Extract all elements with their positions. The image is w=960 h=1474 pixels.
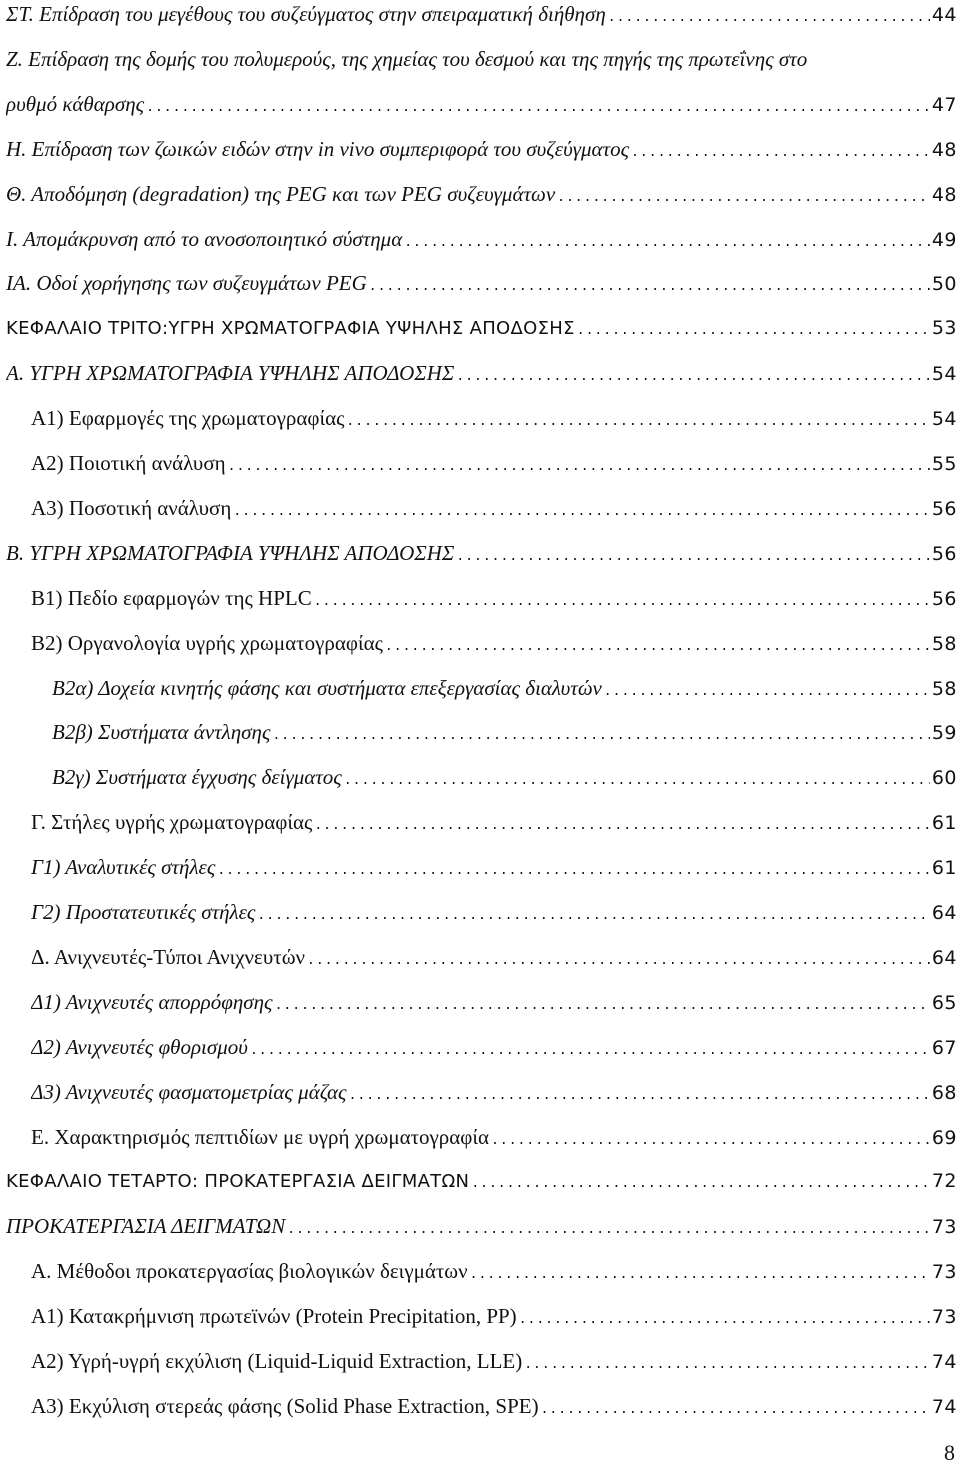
toc-dot-leader bbox=[385, 633, 930, 657]
toc-entry[interactable] bbox=[0, 1167, 960, 1207]
toc-dot-leader bbox=[228, 453, 930, 477]
toc-dot-leader bbox=[471, 1170, 930, 1195]
toc-page-number: 74 bbox=[931, 1395, 957, 1418]
toc-entry-title: Η. Επίδραση των ζωικών ειδών στην in vivo συμπεριφορά του συζεύγματος bbox=[6, 136, 630, 161]
toc-entry[interactable] bbox=[0, 853, 960, 893]
toc-page-number: 73 bbox=[931, 1216, 957, 1239]
toc-entry[interactable] bbox=[0, 135, 960, 175]
toc-entry-row bbox=[31, 404, 957, 432]
toc-entry-title: ΠΡΟΚΑΤΕΡΓΑΣΙΑ ΔΕΙΓΜΑΤΩΝ bbox=[6, 1214, 286, 1239]
toc-entry-row bbox=[6, 45, 936, 73]
toc-entry-title: ΣΤ. Επίδραση του μεγέθους του συζεύγματος στην σπειραματική διήθηση bbox=[6, 2, 606, 26]
toc-dot-leader bbox=[404, 229, 930, 253]
toc-entry-title: Α2) Ποιοτική ανάλυση bbox=[31, 451, 226, 475]
toc-page-number: 47 bbox=[931, 93, 957, 116]
toc-entry-title: Β. ΥΓΡΗ ΧΡΩΜΑΤΟΓΡΑΦΙΑ ΥΨΗΛΗΣ ΑΠΟΔΟΣΗΣ bbox=[6, 540, 455, 565]
toc-entry-row bbox=[31, 1392, 957, 1420]
toc-entry[interactable] bbox=[0, 629, 960, 669]
toc-page-number: 58 bbox=[931, 677, 957, 700]
toc-entry-title: ΚΕΦΑΛΑΙΟ ΤΡΙΤΟ:ΥΓΡΗ ΧΡΩΜΑΤΟΓΡΑΦΙΑ ΥΨΗΛΗΣ ΑΠΟΔΟΣΗΣ bbox=[6, 318, 575, 340]
toc-dot-leader bbox=[557, 184, 930, 208]
toc-entry-title: Ζ. Επίδραση της δομής του πολυμερούς, της χημείας του δεσμού και της πηγής της πρωτεΐνης στο bbox=[6, 46, 808, 71]
toc-entry[interactable] bbox=[0, 584, 960, 624]
toc-entry[interactable] bbox=[0, 269, 960, 309]
toc-entry-row bbox=[31, 1302, 957, 1330]
toc-entry-row bbox=[31, 808, 957, 836]
toc-entry[interactable] bbox=[0, 404, 960, 444]
toc-page-number: 56 bbox=[931, 497, 957, 520]
toc-page-number: 67 bbox=[931, 1036, 957, 1059]
toc-entry-row bbox=[31, 584, 957, 612]
toc-entry-row bbox=[6, 359, 957, 387]
toc-entry[interactable] bbox=[0, 1392, 960, 1432]
toc-entry[interactable] bbox=[0, 1347, 960, 1387]
toc-page-number: 55 bbox=[931, 453, 957, 475]
toc-entry-row bbox=[52, 674, 957, 702]
toc-page-number: 64 bbox=[931, 902, 957, 924]
toc-entry[interactable] bbox=[0, 225, 960, 265]
toc-entry-title: Γ2) Προστατευτικές στήλες bbox=[31, 900, 256, 924]
toc-entry-row bbox=[6, 225, 957, 253]
toc-dot-leader bbox=[456, 543, 929, 567]
toc-entry-title: ΚΕΦΑΛΑΙΟ ΤΕΤΑΡΤΟ: ΠΡΟΚΑΤΕΡΓΑΣΙΑ ΔΕΙΓΜΑΤΩΝ bbox=[6, 1171, 470, 1193]
toc-page-number: 56 bbox=[931, 542, 957, 565]
toc-entry-row bbox=[31, 1078, 957, 1106]
toc-page-number: 59 bbox=[931, 722, 957, 745]
toc-page-number: 68 bbox=[931, 1081, 957, 1104]
toc-entry-title: Β2β) Συστήματα άντλησης bbox=[52, 720, 271, 745]
toc-entry-row bbox=[6, 135, 957, 163]
toc-entry-title: Β2α) Δοχεία κινητής φάσης και συστήματα επεξεργασίας διαλυτών bbox=[52, 675, 602, 700]
toc-page-number: 54 bbox=[931, 408, 957, 431]
toc-entry[interactable] bbox=[0, 359, 960, 399]
toc-dot-leader bbox=[146, 94, 930, 118]
toc-entry-title: Α. Μέθοδοι προκατεργασίας βιολογικών δειγμάτων bbox=[31, 1259, 468, 1284]
toc-entry[interactable] bbox=[0, 718, 960, 758]
toc-entry[interactable] bbox=[0, 494, 960, 534]
toc-entry-row bbox=[31, 898, 957, 926]
toc-entry-row bbox=[6, 90, 957, 118]
page-number: 8 bbox=[944, 1440, 955, 1465]
toc-dot-leader bbox=[307, 947, 930, 971]
toc-dot-leader bbox=[346, 408, 929, 432]
toc-page-number: 56 bbox=[931, 587, 957, 610]
toc-entry[interactable] bbox=[0, 943, 960, 983]
toc-page-number: 69 bbox=[931, 1126, 957, 1149]
toc-entry-row bbox=[6, 180, 957, 208]
toc-dot-leader bbox=[631, 139, 930, 163]
toc-page-number: 48 bbox=[931, 183, 957, 206]
toc-entry[interactable] bbox=[0, 1257, 960, 1297]
toc-entry[interactable] bbox=[0, 45, 960, 85]
toc-entry-row bbox=[31, 629, 957, 657]
toc-entry-title: Α1) Εφαρμογές της χρωματογραφίας bbox=[31, 406, 345, 431]
toc-entry-row bbox=[31, 1033, 957, 1061]
toc-entry[interactable] bbox=[0, 314, 960, 354]
toc-dot-leader bbox=[257, 902, 929, 926]
toc-entry-title: Δ1) Ανιχνευτές απορρόφησης bbox=[31, 989, 273, 1014]
toc-entry[interactable] bbox=[0, 1078, 960, 1118]
toc-entry-row bbox=[31, 1123, 957, 1151]
toc-dot-leader bbox=[577, 317, 930, 342]
toc-dot-leader bbox=[287, 1216, 930, 1240]
toc-entry-row bbox=[31, 494, 957, 522]
toc-entry-row bbox=[6, 269, 957, 297]
toc-entry-row bbox=[6, 539, 957, 567]
toc-dot-leader bbox=[604, 678, 930, 702]
toc-dot-leader bbox=[541, 1396, 930, 1420]
toc-dot-leader bbox=[272, 722, 929, 746]
toc-entry-title: Β1) Πεδίο εφαρμογών της HPLC bbox=[31, 585, 312, 610]
toc-entry[interactable] bbox=[0, 1212, 960, 1252]
toc-page-number: 54 bbox=[931, 363, 957, 386]
toc-dot-leader bbox=[314, 588, 930, 612]
toc-entry-title: Δ2) Ανιχνευτές φθορισμού bbox=[31, 1034, 248, 1059]
toc-entry-title: Β2γ) Συστήματα έγχυσης δείγματος bbox=[52, 765, 342, 790]
toc-dot-leader bbox=[275, 992, 930, 1016]
toc-entry[interactable] bbox=[0, 763, 960, 803]
toc-page-number: 72 bbox=[931, 1170, 957, 1193]
toc-page-number: 44 bbox=[931, 4, 957, 26]
toc-page-number: 73 bbox=[931, 1261, 957, 1284]
toc-entry-row bbox=[6, 314, 957, 342]
toc-page-number: 53 bbox=[931, 317, 957, 340]
toc-dot-leader bbox=[314, 812, 929, 836]
toc-page-number: 58 bbox=[931, 632, 957, 655]
toc-entry[interactable] bbox=[0, 449, 960, 489]
toc-dot-leader bbox=[456, 363, 929, 387]
toc-entry-row bbox=[31, 1257, 957, 1285]
toc-entry-title: Δ3) Ανιχνευτές φασματομετρίας μάζας bbox=[31, 1079, 347, 1104]
toc-dot-leader bbox=[524, 1351, 930, 1375]
toc-page-number: 50 bbox=[931, 273, 957, 296]
toc-dot-leader bbox=[519, 1306, 930, 1330]
toc-entry-title: ΙΑ. Οδοί χορήγησης των συζευγμάτων PEG bbox=[6, 271, 367, 296]
toc-dot-leader bbox=[217, 857, 929, 881]
toc-entry-row bbox=[31, 1347, 957, 1375]
toc-entry-row bbox=[52, 718, 957, 746]
toc-entry-title: Α3) Ποσοτική ανάλυση bbox=[31, 495, 232, 520]
toc-entry-title: Θ. Αποδόμηση (degradation) της PEG και των PEG συζευγμάτων bbox=[6, 181, 556, 206]
toc-page-number: 61 bbox=[931, 857, 957, 880]
toc-entry-title: Γ1) Αναλυτικές στήλες bbox=[31, 855, 216, 880]
toc-dot-leader bbox=[344, 767, 930, 791]
toc-page-number: 48 bbox=[931, 138, 957, 161]
toc-entry-row bbox=[52, 763, 957, 791]
toc-entry-title: Ε. Χαρακτηρισμός πεπτιδίων με υγρή χρωματογραφία bbox=[31, 1124, 490, 1149]
toc-page-number: 60 bbox=[931, 767, 957, 790]
toc-entry[interactable] bbox=[0, 1123, 960, 1163]
toc-page-number: 49 bbox=[931, 228, 957, 251]
toc-entry[interactable] bbox=[0, 539, 960, 579]
toc-entry-title: Γ. Στήλες υγρής χρωματογραφίας bbox=[31, 810, 313, 835]
toc-entry-title: Α3) Εκχύλιση στερεάς φάσης (Solid Phase Extraction, SPE) bbox=[31, 1393, 539, 1418]
toc-entry-row bbox=[31, 853, 957, 881]
toc-page-number: 65 bbox=[931, 991, 957, 1014]
toc-entry-title: Β2) Οργανολογία υγρής χρωματογραφίας bbox=[31, 630, 383, 655]
toc-entry[interactable] bbox=[0, 898, 960, 938]
toc-entry[interactable] bbox=[0, 1302, 960, 1342]
toc-entry[interactable] bbox=[0, 674, 960, 714]
toc-dot-leader bbox=[233, 498, 930, 522]
toc-entry-row bbox=[6, 0, 957, 28]
toc-dot-leader bbox=[250, 1037, 930, 1061]
toc-entry[interactable] bbox=[0, 180, 960, 220]
toc-entry-title: Α. ΥΓΡΗ ΧΡΩΜΑΤΟΓΡΑΦΙΑ ΥΨΗΛΗΣ ΑΠΟΔΟΣΗΣ bbox=[6, 361, 455, 386]
toc-entry[interactable] bbox=[0, 988, 960, 1028]
toc-dot-leader bbox=[608, 4, 930, 28]
toc-entry-title: Ι. Απομάκρυνση από το ανοσοποιητικό σύστημα bbox=[6, 226, 403, 251]
toc-dot-leader bbox=[349, 1082, 930, 1106]
toc-entry[interactable] bbox=[0, 808, 960, 848]
toc-entry[interactable] bbox=[0, 1033, 960, 1073]
toc-dot-leader bbox=[491, 1127, 930, 1151]
toc-entry-title: Δ. Ανιχνευτές-Τύποι Ανιχνευτών bbox=[31, 944, 306, 969]
toc-entry[interactable] bbox=[0, 90, 960, 130]
toc-entry-title: ρυθμό κάθαρσης bbox=[6, 91, 145, 116]
toc-entry-row bbox=[6, 1167, 957, 1195]
toc-page-number: 73 bbox=[931, 1306, 957, 1329]
toc-entry-row bbox=[31, 943, 957, 971]
toc-page-number: 74 bbox=[931, 1351, 957, 1373]
toc-page-number: 61 bbox=[931, 812, 957, 835]
toc-entry-title: Α2) Υγρή-υγρή εκχύλιση (Liquid-Liquid Extraction, LLE) bbox=[31, 1349, 523, 1373]
toc-dot-leader bbox=[369, 273, 930, 297]
toc-entry-row bbox=[31, 988, 957, 1016]
toc-entry-row bbox=[31, 449, 957, 477]
toc-page-number: 64 bbox=[931, 946, 957, 969]
toc-entry[interactable] bbox=[0, 0, 960, 40]
toc-dot-leader bbox=[470, 1261, 930, 1285]
toc-entry-row bbox=[6, 1212, 957, 1240]
toc-entry-title: Α1) Κατακρήμνιση πρωτεϊνών (Protein Precipitation, PP) bbox=[31, 1304, 517, 1329]
